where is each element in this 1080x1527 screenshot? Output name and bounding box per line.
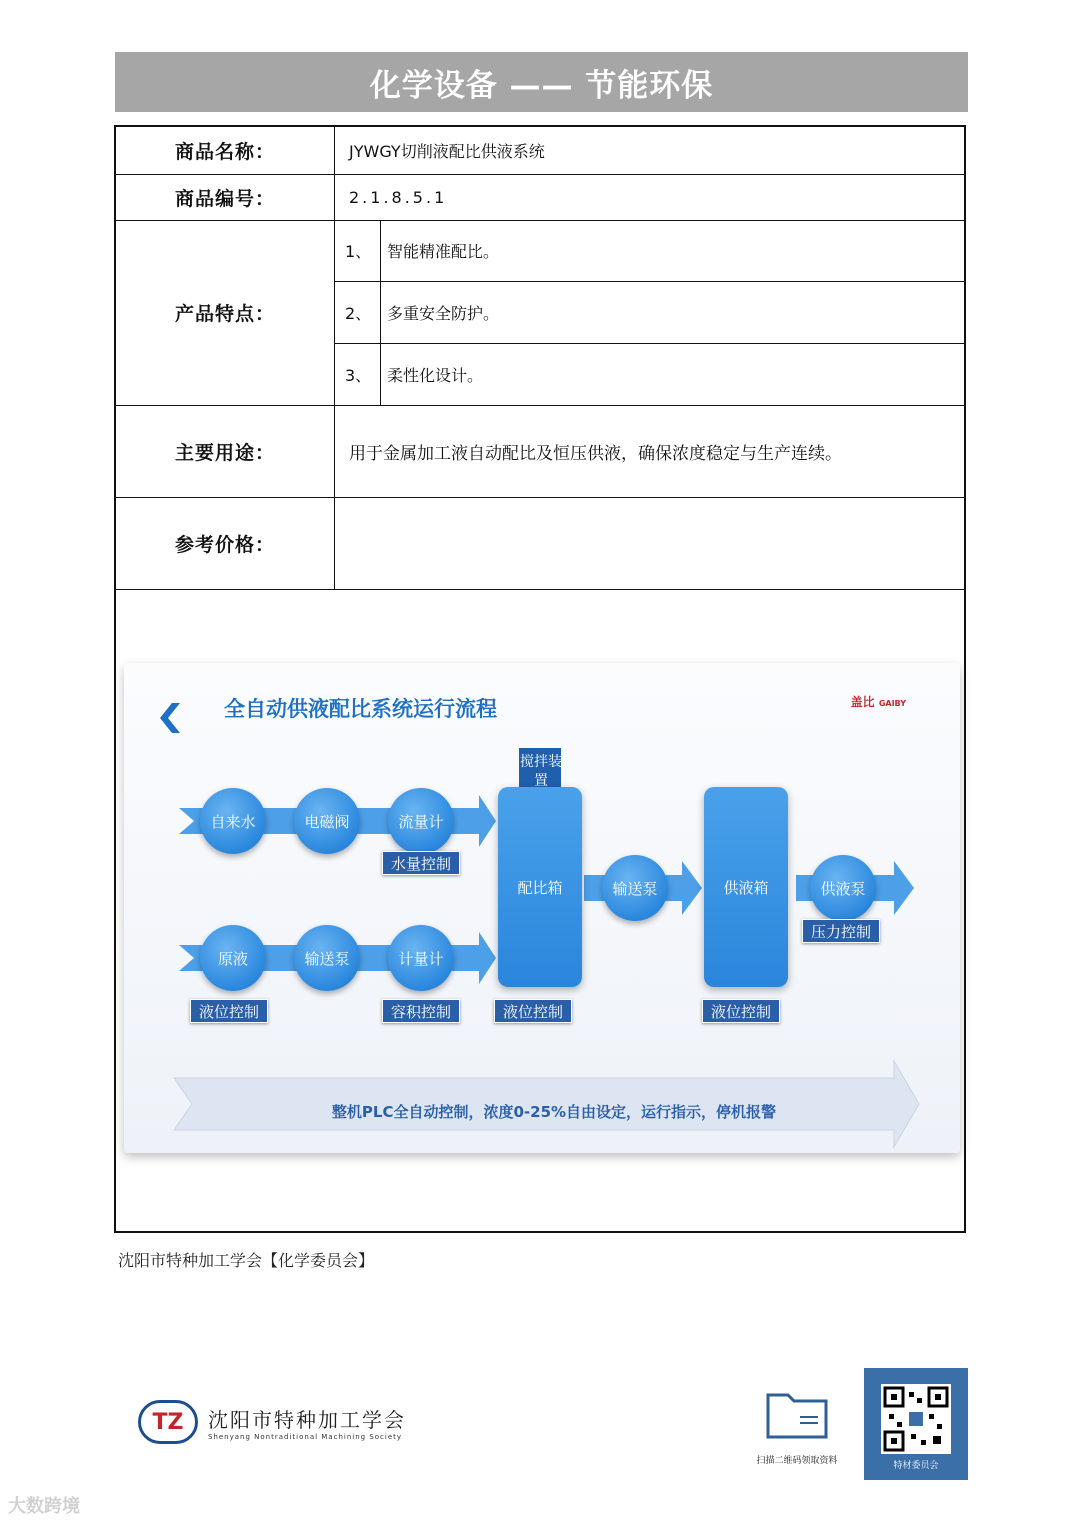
features-label: 产品特点： [116, 220, 335, 405]
qr-card[interactable] [864, 1368, 968, 1480]
feature-text: 柔性化设计。 [387, 366, 484, 385]
scan-area [752, 1385, 842, 1466]
tag-level-control-raw: 液位控制 [190, 999, 268, 1023]
feature-number: 3、 [335, 344, 381, 405]
tag-pressure-control: 压力控制 [802, 919, 880, 943]
usage-value: 用于金属加工液自动配比及恒压供液，确保浓度稳定与生产连续。 [349, 443, 842, 464]
feature-item [335, 344, 964, 405]
product-code-value: 2.1.8.5.1 [349, 187, 448, 207]
row-usage [116, 405, 964, 498]
qr-code-icon[interactable] [881, 1384, 951, 1454]
row-product-features [116, 220, 964, 406]
watermark: 大数跨境 [8, 1496, 80, 1517]
node-mixer: 搅拌装置 [520, 754, 562, 789]
product-name-label: 商品名称： [116, 127, 335, 174]
feature-number: 1、 [335, 220, 381, 281]
scan-caption: 扫描二维码领取资料 [756, 1456, 838, 1466]
society-name-cn: 沈阳市特种加工学会 [208, 1407, 406, 1432]
feature-text: 智能精准配比。 [387, 242, 500, 261]
usage-label: 主要用途： [116, 405, 335, 497]
price-label: 参考价格： [116, 497, 335, 589]
node-supply-pump: 供液泵 [810, 855, 876, 921]
control-banner: 整机PLC全自动控制，浓度0-25%自由设定，运行指示，停机报警 [331, 1102, 777, 1121]
node-transfer-pump-row2: 输送泵 [294, 925, 360, 991]
feature-item [335, 282, 964, 344]
node-mix-tank: 配比箱 [498, 787, 582, 987]
row-product-name [116, 127, 964, 175]
brand-logo [851, 693, 906, 710]
back-chevron-icon [160, 703, 180, 733]
tag-water-control: 水量控制 [382, 851, 460, 875]
society-name-en: Shenyang Nontraditional Machining Society [208, 1432, 403, 1441]
feature-item [335, 220, 964, 282]
flow-diagram [124, 663, 960, 1153]
tag-level-control-supply: 液位控制 [702, 999, 780, 1023]
page-header [115, 52, 968, 112]
price-value [335, 497, 964, 589]
row-product-code [116, 174, 964, 221]
society-logo [138, 1400, 406, 1444]
tag-level-control-mix: 液位控制 [494, 999, 572, 1023]
node-solenoid-valve: 电磁阀 [294, 788, 360, 854]
node-metering-meter: 计量计 [388, 925, 454, 991]
committee-line: 沈阳市特种加工学会【化学委员会】 [118, 1251, 375, 1270]
node-supply-tank: 供液箱 [704, 787, 788, 987]
product-sheet [114, 125, 966, 1233]
node-flow-meter: 流量计 [388, 788, 454, 854]
feature-text: 多重安全防护。 [387, 304, 500, 323]
row-price [116, 497, 964, 590]
tz-logo-icon: TZ [138, 1400, 198, 1444]
product-code-label: 商品编号： [116, 174, 335, 220]
qr-caption: 特材委员会 [893, 1461, 939, 1471]
tag-volume-control: 容积控制 [382, 999, 460, 1023]
feature-number: 2、 [335, 282, 381, 343]
brand-sub: GAIBY [878, 699, 906, 708]
brand-name: 盖比 [850, 695, 875, 709]
node-raw-liquid: 原液 [200, 925, 266, 991]
page-title: 化学设备 —— 节能环保 [369, 67, 714, 104]
node-transfer-pump: 输送泵 [602, 855, 668, 921]
product-name-value: JYWGY切削液配比供液系统 [349, 142, 545, 161]
node-tap-water: 自来水 [200, 788, 266, 854]
diagram-title: 全自动供液配比系统运行流程 [224, 697, 497, 721]
folder-icon [762, 1385, 832, 1441]
